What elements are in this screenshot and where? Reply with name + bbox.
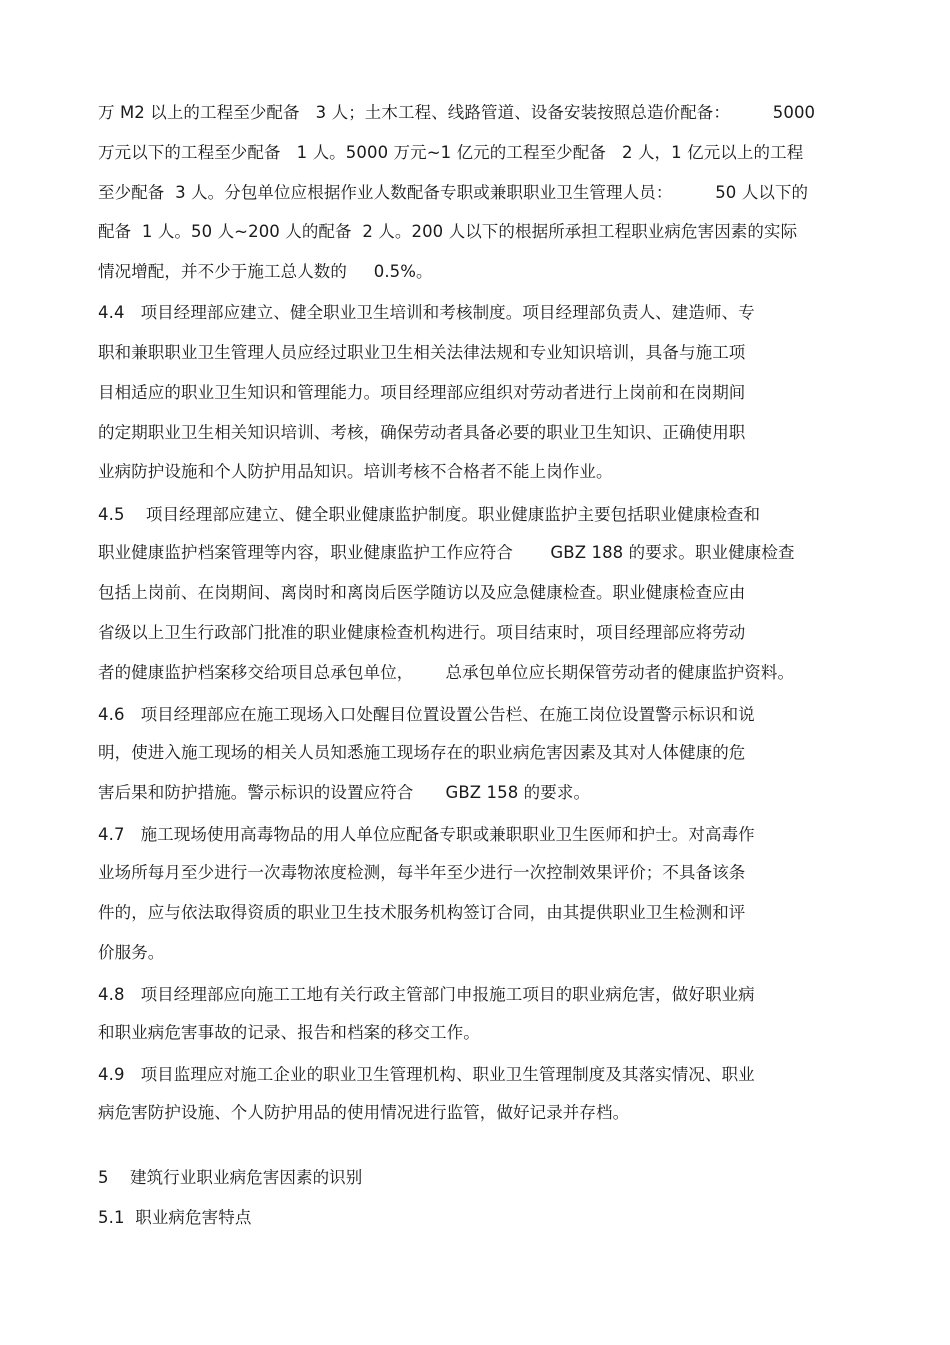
text-line: 4.9 项目监理应对施工企业的职业卫生管理机构、职业卫生管理制度及其落实情况、职业 — [98, 1065, 755, 1084]
text-line: 的定期职业卫生相关知识培训、考核，确保劳动者具备必要的职业卫生知识、正确使用职 — [98, 423, 746, 442]
text-line: 害后果和防护措施。警示标识的设置应符合 GBZ 158 的要求。 — [98, 783, 591, 802]
text-line: 配备 1 人。50 人~200 人的配备 2 人。200 人以下的根据所承担工程职业病危害因素的实际 — [98, 222, 798, 241]
subsection-heading: 5.1 职业病危害特点 — [98, 1208, 252, 1227]
text-line: 4.8 项目经理部应向施工工地有关行政主管部门申报施工项目的职业病危害，做好职业病 — [98, 985, 755, 1004]
text-line: 明，使进入施工现场的相关人员知悉施工现场存在的职业病危害因素及其对人体健康的危 — [98, 743, 746, 762]
text-line: 4.7 施工现场使用高毒物品的用人单位应配备专职或兼职职业卫生医师和护士。对高毒作 — [98, 825, 755, 844]
text-line: 职和兼职职业卫生管理人员应经过职业卫生相关法律法规和专业知识培训，具备与施工项 — [98, 343, 746, 362]
text-line: 件的，应与依法取得资质的职业卫生技术服务机构签订合同，由其提供职业卫生检测和评 — [98, 903, 746, 922]
text-line: 业病防护设施和个人防护用品知识。培训考核不合格者不能上岗作业。 — [98, 462, 613, 481]
text-line: 万 M2 以上的工程至少配备 3 人；土木工程、线路管道、设备安装按照总造价配备： 5000 — [98, 103, 816, 122]
text-line: 者的健康监护档案移交给项目总承包单位， 总承包单位应长期保管劳动者的健康监护资料。 — [98, 663, 795, 682]
text-line: 省级以上卫生行政部门批准的职业健康检查机构进行。项目结束时，项目经理部应将劳动 — [98, 623, 746, 642]
text-line: 包括上岗前、在岗期间、离岗时和离岗后医学随访以及应急健康检查。职业健康检查应由 — [98, 583, 746, 602]
text-line: 情况增配，并不少于施工总人数的 0.5%。 — [98, 262, 433, 281]
section-heading: 5 建筑行业职业病危害因素的识别 — [98, 1168, 363, 1187]
text-line: 价服务。 — [98, 943, 165, 962]
text-line: 和职业病危害事故的记录、报告和档案的移交工作。 — [98, 1023, 480, 1042]
text-line: 4.6 项目经理部应在施工现场入口处醒目位置设置公告栏、在施工岗位设置警示标识和说 — [98, 705, 755, 724]
text-line: 至少配备 3 人。分包单位应根据作业人数配备专职或兼职职业卫生管理人员： 50 人以下的 — [98, 183, 809, 202]
text-line: 职业健康监护档案管理等内容，职业健康监护工作应符合 GBZ 188 的要求。职业健康检查 — [98, 543, 795, 562]
text-line: 目相适应的职业卫生知识和管理能力。项目经理部应组织对劳动者进行上岗前和在岗期间 — [98, 383, 746, 402]
text-line: 病危害防护设施、个人防护用品的使用情况进行监管，做好记录并存档。 — [98, 1103, 630, 1122]
text-line: 4.4 项目经理部应建立、健全职业卫生培训和考核制度。项目经理部负责人、建造师、专 — [98, 303, 755, 322]
text-line: 4.5 项目经理部应建立、健全职业健康监护制度。职业健康监护主要包括职业健康检查和 — [98, 505, 761, 524]
text-line: 业场所每月至少进行一次毒物浓度检测，每半年至少进行一次控制效果评价；不具备该条 — [98, 863, 746, 882]
text-line: 万元以下的工程至少配备 1 人。5000 万元~1 亿元的工程至少配备 2 人，1 亿元以上的工程 — [98, 143, 804, 162]
